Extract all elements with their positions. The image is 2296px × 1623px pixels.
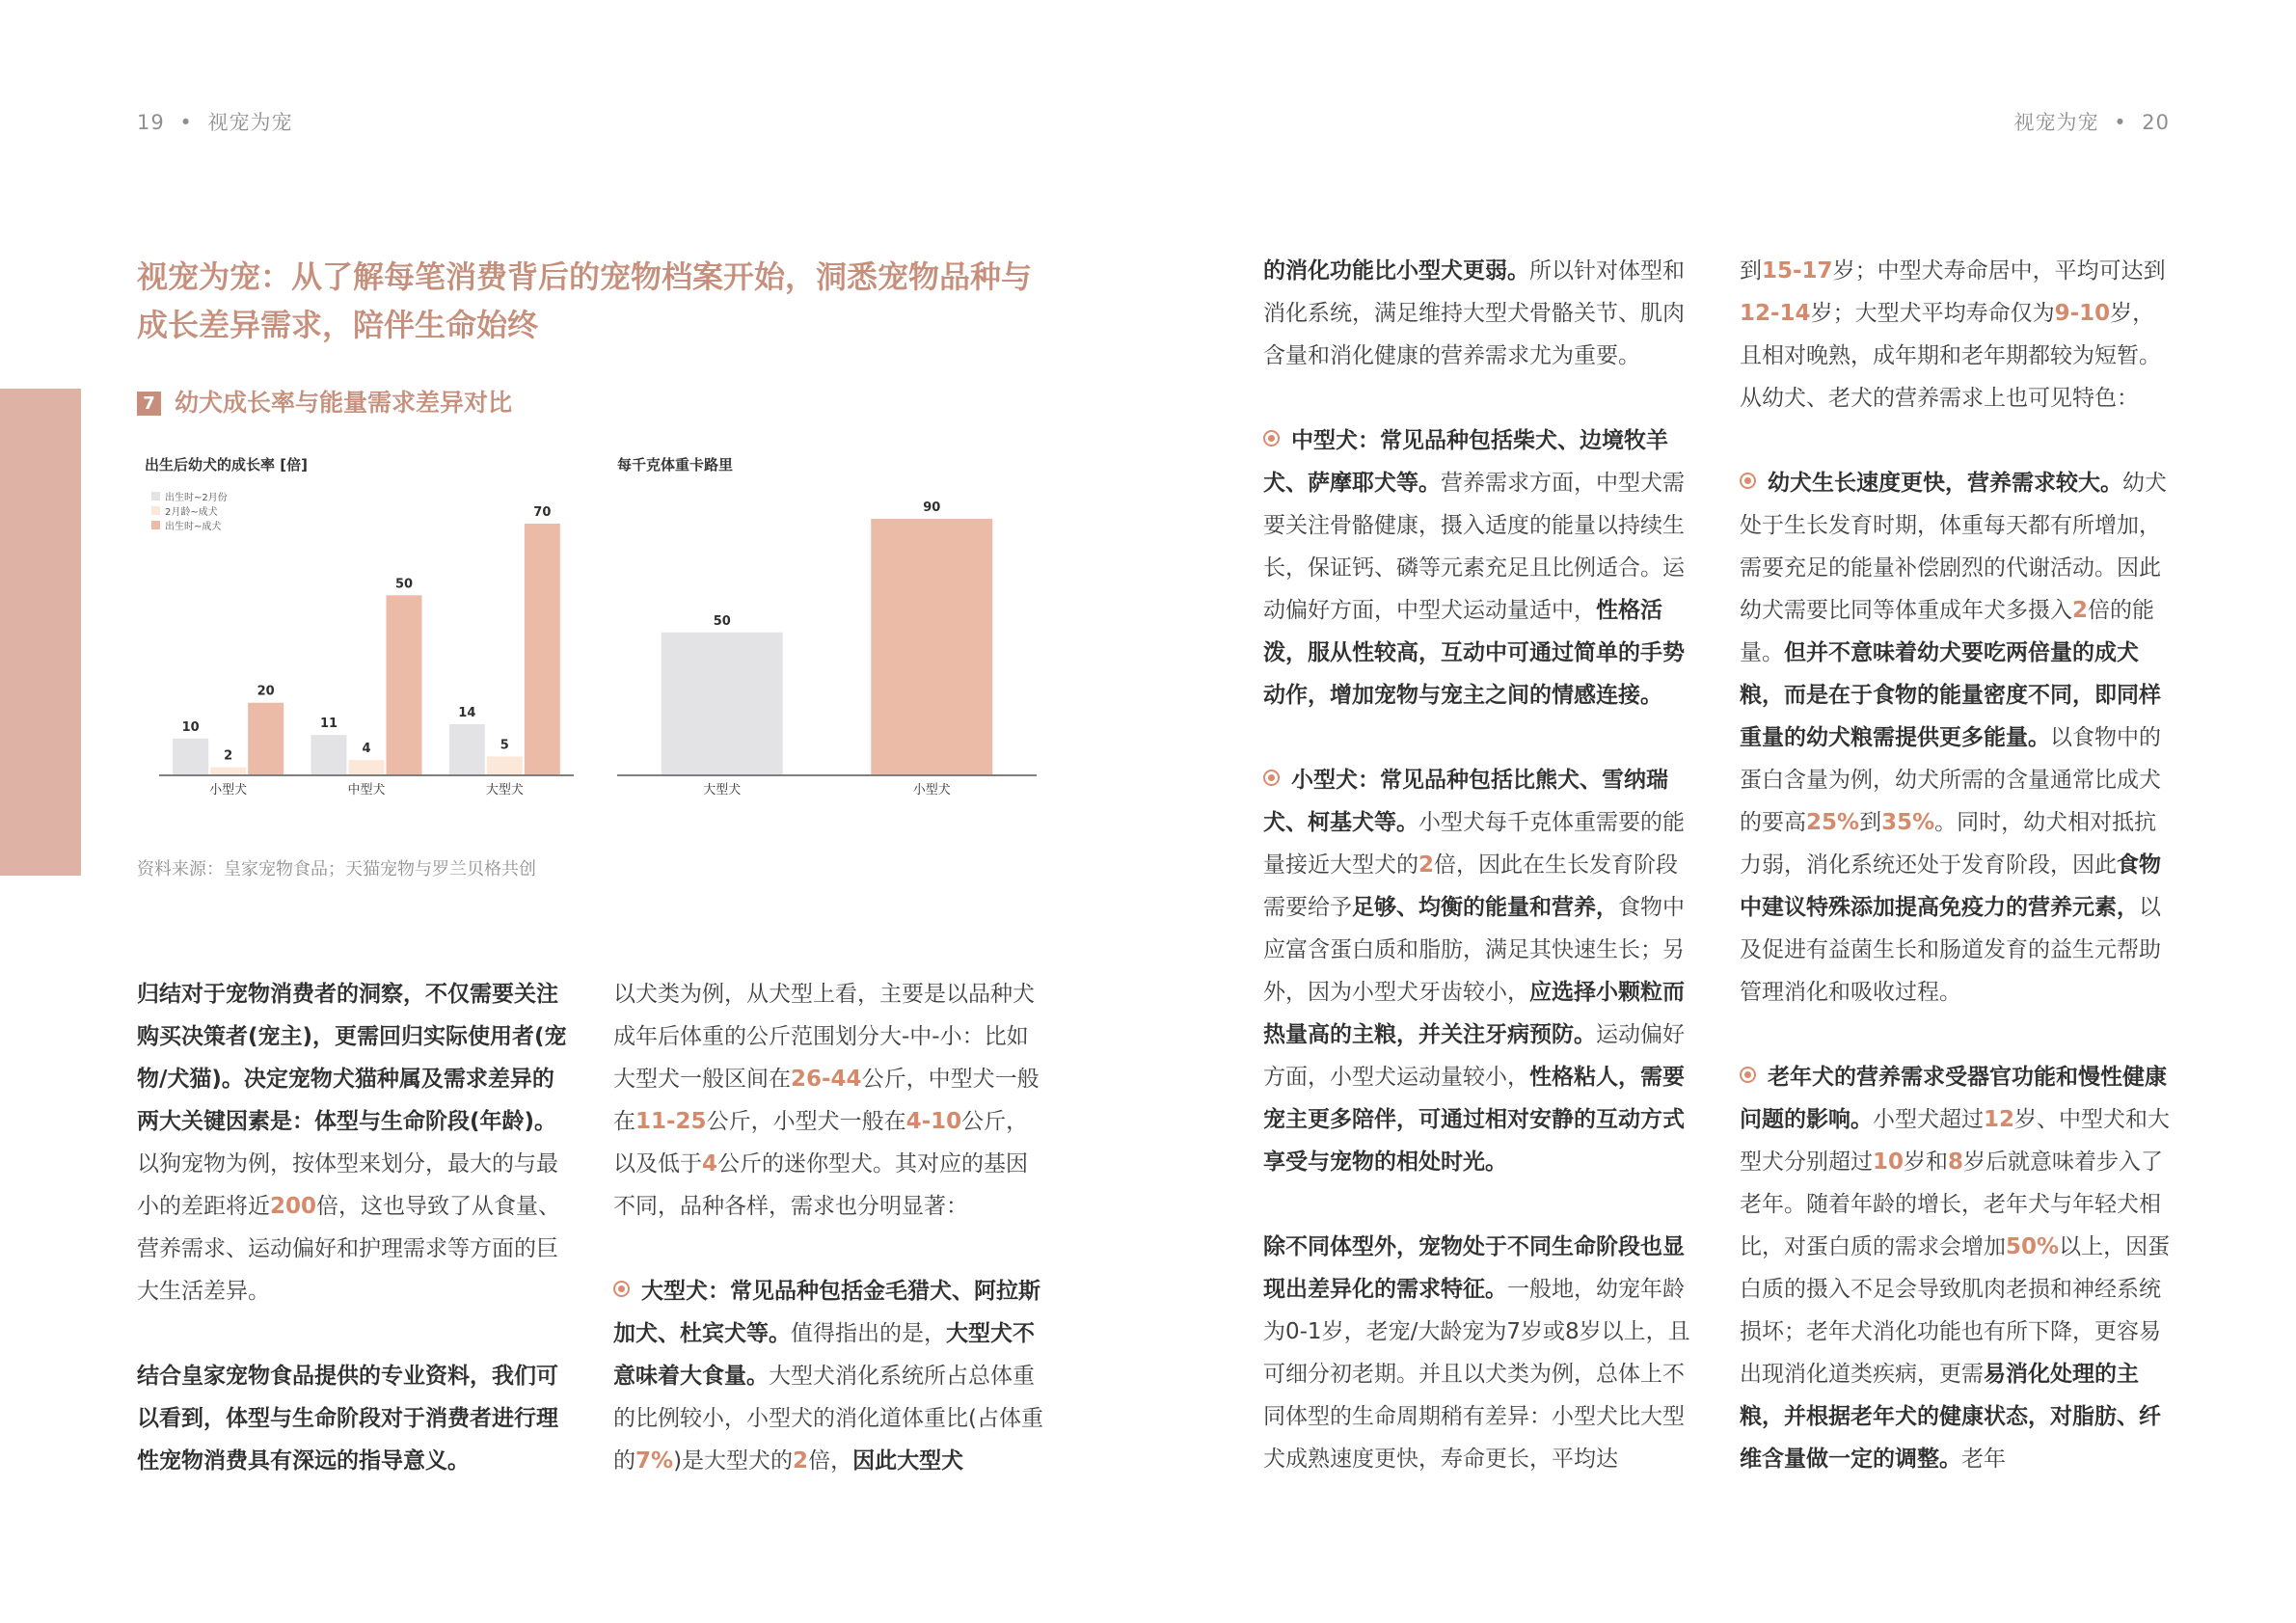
data-label: 2: [224, 748, 233, 764]
paragraph: 老年犬的营养需求受器官功能和慢性健康问题的影响。小型犬超过12岁、中型犬和大型犬分别超过10岁和8岁后就意味着步入了老年。随着年龄的增长，老年犬与年轻犬相比，对蛋白质的需求会增加50%以上，因蛋白质的摄入不足会导致肌肉老损和神经系统损坏；老年犬消化功能也有所下降，更容易出现消化道类疾病，更需易消化处理的主粮，并根据老年犬的健康状态，对脂肪、纤维含量做一定的调整。老年: [1740, 1065, 2171, 1472]
text-column-3: [1263, 250, 1697, 1480]
right-page-number: 20: [2142, 111, 2170, 134]
data-label: 90: [923, 500, 941, 515]
section-title: 视宠为宠：从了解每笔消费背后的宠物档案开始，洞悉宠物品种与 成长差异需求，陪伴生命始终: [137, 258, 1033, 343]
legend-swatch: [151, 521, 160, 529]
header-separator: •: [179, 111, 193, 134]
text-column-1: [137, 973, 571, 1482]
bar: [311, 735, 347, 774]
bar: [487, 756, 523, 774]
paragraph: 除不同体型外，宠物处于不同生命阶段也显现出差异化的需求特征。一般地，幼宠年龄为0-1岁，老宠/大龄宠为7岁或8岁以上，且可细分初老期。并且以犬类为例，总体上不同体型的生命周期稍有差异：小型犬比大型犬成熟速度更快，寿命更长，平均达: [1263, 1234, 1690, 1472]
paragraph: 幼犬生长速度更快，营养需求较大。幼犬处于生长发育时期，体重每天都有所增加，需要充足的能量补偿剧烈的代谢活动。因此幼犬需要比同等体重成年犬多摄入2倍的能量。但并不意味着幼犬要吃两倍量的成犬粮，而是在于食物的能量密度不同，即同样重量的幼犬粮需提供更多能量。以食物中的蛋白含量为例，幼犬所需的含量通常比成犬的要高25%到35%。同时，幼犬相对抵抗力弱，消化系统还处于发育阶段，因此食物中建议特殊添加提高免疫力的营养元素，以及促进有益菌生长和肠道发育的益生元帮助管理消化和吸收过程。: [1740, 471, 2167, 1005]
paragraph: 的消化功能比小型犬更弱。所以针对体型和消化系统，满足维持大型犬骨骼关节、肌肉含量和消化健康的营养需求尤为重要。: [1263, 258, 1685, 368]
header-separator: •: [2114, 111, 2127, 134]
bar: [173, 739, 208, 774]
legend-label: 出生时~成犬: [165, 522, 222, 532]
figure-title: [137, 384, 512, 419]
legend-swatch: [151, 506, 160, 515]
x-tick-label: 小型犬: [209, 783, 248, 798]
paragraph: 小型犬：常见品种包括比熊犬、雪纳瑞犬、柯基犬等。小型犬每千克体重需要的能量接近大型犬的2倍，因此在生长发育阶段需要给予足够、均衡的能量和营养，食物中应富含蛋白质和脂肪，满足其快速生长；另外，因为小型犬牙齿较小，应选择小颗粒而热量高的主粮，并关注牙病预防。运动偏好方面，小型犬运动量较小，性格粘人，需要宠主更多陪伴，可通过相对安静的互动方式享受与宠物的相处时光。: [1263, 768, 1685, 1175]
x-tick-label: 小型犬: [912, 783, 951, 798]
left-running-title: 视宠为宠: [207, 111, 293, 134]
growth-rate-chart: [135, 448, 579, 805]
bar: [349, 760, 385, 774]
legend-label: 2月龄~成犬: [165, 507, 218, 518]
paragraph: 到15-17岁；中型犬寿命居中，平均可达到12-14岁；大型犬平均寿命仅为9-10岁，且相对晚熟，成年期和老年期都较为短暂。从幼犬、老犬的营养需求上也可见特色：: [1740, 258, 2166, 411]
text-column-2: [613, 973, 1047, 1482]
x-tick-label: 大型犬: [485, 783, 524, 798]
figure-source: 资料来源：皇家宠物食品；天猫宠物与罗兰贝格共创: [137, 859, 536, 879]
bullet-icon: [1263, 770, 1280, 786]
bar: [449, 724, 485, 774]
data-label: 50: [394, 577, 414, 592]
bar: [525, 524, 560, 774]
data-label: 5: [500, 738, 509, 753]
data-label: 4: [362, 742, 371, 757]
bullet-icon: [1740, 1067, 1756, 1083]
right-page-header: [2014, 107, 2171, 136]
data-label: 11: [319, 717, 338, 732]
bar: [387, 595, 422, 774]
data-label: 50: [713, 613, 731, 629]
decorative-side-band: [0, 389, 81, 876]
bullet-icon: [1740, 473, 1756, 489]
figure-number-badge: 7: [137, 392, 161, 416]
x-tick-label: 中型犬: [347, 783, 386, 798]
paragraph: 结合皇家宠物食品提供的专业资料，我们可以看到，体型与生命阶段对于消费者进行理性宠物消费具有深远的指导意义。: [137, 1364, 558, 1474]
bullet-icon: [613, 1281, 630, 1297]
right-running-title: 视宠为宠: [2013, 111, 2099, 134]
figure-title-text: 幼犬成长率与能量需求差异对比: [175, 389, 513, 417]
data-label: 14: [458, 706, 476, 720]
x-tick-label: 大型犬: [703, 783, 742, 798]
data-label: 70: [533, 505, 552, 520]
bar: [871, 519, 992, 774]
text-column-4: [1740, 250, 2174, 1480]
left-page-number: 19: [137, 111, 165, 134]
left-page-header: [137, 107, 293, 136]
legend-swatch: [151, 492, 160, 500]
bar: [248, 703, 284, 774]
chart-title: 出生后幼犬的成长率 [倍]: [145, 456, 308, 473]
paragraph: 归结对于宠物消费者的洞察，不仅需要关注购买决策者(宠主)，更需回归实际使用者(宠物/犬猫)。决定宠物犬猫种属及需求差异的两大关键因素是：体型与生命阶段(年龄)。以狗宠物为例，按体型来划分，最大的与最小的差距将近200倍，这也导致了从食量、营养需求、运动偏好和护理需求等方面的巨大生活差异。: [137, 982, 567, 1304]
bar: [210, 768, 246, 774]
data-label: 20: [257, 684, 275, 699]
paragraph: 大型犬：常见品种包括金毛猎犬、阿拉斯加犬、杜宾犬等。值得指出的是，大型犬不意味着大食量。大型犬消化系统所占总体重的比例较小，小型犬的消化道体重比(占体重的7%)是大型犬的2倍，因此大型犬: [613, 1279, 1043, 1474]
legend-label: 出生时~2月份: [165, 493, 228, 503]
paragraph: 以犬类为例，从犬型上看，主要是以品种犬成年后体重的公斤范围划分大-中-小：比如大型犬一般区间在26-44公斤，中型犬一般在11-25公斤，小型犬一般在4-10公斤，以及低于4公斤的迷你型犬。其对应的基因不同，品种各样，需求也分明显著：: [613, 982, 1040, 1219]
bar: [662, 633, 783, 774]
calorie-chart: [608, 448, 1051, 805]
chart-title: 每千克体重卡路里: [617, 456, 734, 473]
paragraph: 中型犬：常见品种包括柴犬、边境牧羊犬、萨摩耶犬等。营养需求方面，中型犬需要关注骨骼健康，摄入适度的能量以持续生长，保证钙、磷等元素充足且比例适合。运动偏好方面，中型犬运动量适中，性格活泼，服从性较高，互动中可通过简单的手势动作，增加宠物与宠主之间的情感连接。: [1263, 428, 1685, 708]
bullet-icon: [1263, 430, 1280, 446]
data-label: 10: [181, 719, 200, 735]
